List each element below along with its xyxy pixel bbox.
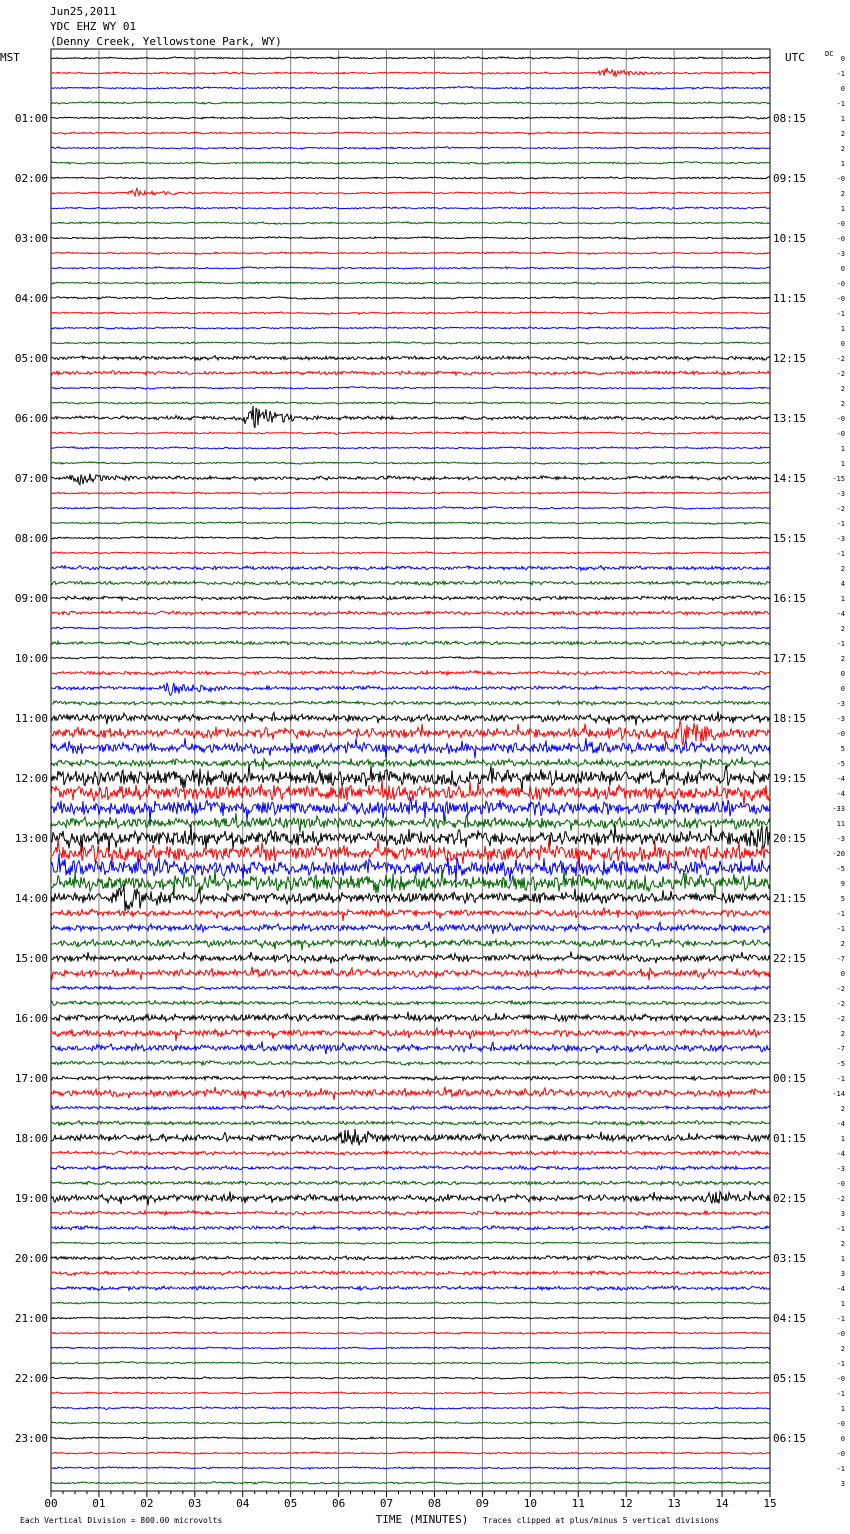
dc-offset-label: -1	[836, 1315, 845, 1323]
trace-row-95	[51, 1482, 770, 1485]
dc-offset-label: 3	[840, 1480, 845, 1488]
trace-row-22	[51, 387, 770, 390]
dc-offset-label: -5	[836, 760, 845, 768]
x-tick-label: 14	[715, 1497, 729, 1510]
dc-column-label: DC	[825, 50, 834, 58]
dc-offset-label: 5	[840, 895, 845, 903]
trace-row-13	[51, 252, 770, 255]
trace-row-50	[51, 797, 770, 822]
trace-row-77	[51, 1211, 770, 1216]
x-tick-label: 01	[92, 1497, 106, 1510]
trace-row-69	[51, 1087, 770, 1100]
dc-offset-label: -3	[836, 700, 845, 708]
trace-row-10	[51, 207, 770, 210]
trace-row-17	[51, 312, 770, 315]
dc-offset-label: 1	[840, 460, 845, 468]
trace-row-44	[51, 711, 770, 725]
trace-row-25	[51, 432, 770, 435]
trace-row-38	[51, 627, 770, 629]
mst-hour-label: 06:00	[14, 412, 48, 425]
x-tick-label: 07	[379, 1497, 394, 1510]
dc-offset-label: -3	[836, 715, 845, 723]
trace-row-85	[51, 1332, 770, 1334]
dc-offset-label: -14	[832, 1090, 845, 1098]
utc-hour-label: 21:15	[773, 892, 807, 905]
utc-hour-label: 01:15	[773, 1132, 807, 1145]
dc-offset-label: -0	[836, 295, 845, 303]
dc-offset-label: -4	[836, 775, 845, 783]
mst-hour-label: 09:00	[14, 592, 48, 605]
dc-offset-label: -5	[836, 1060, 845, 1068]
trace-row-61	[51, 967, 770, 981]
utc-hour-label: 08:15	[773, 112, 807, 125]
dc-offset-label: -3	[836, 250, 845, 258]
dc-offset-label: -1	[836, 70, 845, 78]
dc-offset-label: 1	[840, 160, 845, 168]
dc-offset-label: 2	[840, 1240, 845, 1248]
trace-row-11	[51, 222, 770, 225]
dc-offset-label: -7	[836, 955, 845, 963]
mst-axis-label: MST	[0, 51, 20, 64]
trace-row-80	[51, 1256, 770, 1261]
dc-offset-label: 0	[840, 670, 845, 678]
utc-hour-label: 04:15	[773, 1312, 807, 1325]
dc-offset-label: 0	[840, 265, 845, 273]
mst-hour-label: 17:00	[14, 1072, 48, 1085]
utc-hour-label: 02:15	[773, 1192, 807, 1205]
mst-hour-label: 01:00	[14, 112, 48, 125]
trace-row-84	[51, 1317, 770, 1320]
trace-row-18	[51, 327, 770, 330]
mst-hour-label: 22:00	[14, 1372, 48, 1385]
trace-row-55	[51, 869, 770, 897]
trace-row-52	[51, 824, 770, 852]
utc-hour-label: 15:15	[773, 532, 807, 545]
trace-row-32	[51, 537, 770, 540]
trace-row-41	[51, 671, 770, 676]
mst-hour-label: 19:00	[14, 1192, 48, 1205]
trace-row-0	[51, 57, 770, 59]
trace-row-5	[51, 132, 770, 135]
trace-row-78	[51, 1226, 770, 1231]
mst-hour-label: 03:00	[14, 232, 48, 245]
trace-row-65	[51, 1028, 770, 1041]
utc-hour-label: 16:15	[773, 592, 807, 605]
utc-axis-label: UTC	[785, 51, 805, 64]
dc-offset-label: -7	[836, 1045, 845, 1053]
trace-row-2	[51, 87, 770, 90]
dc-offset-label: 2	[840, 940, 845, 948]
utc-hour-label: 19:15	[773, 772, 807, 785]
dc-offset-label: -0	[836, 220, 845, 228]
dc-offset-label: 2	[840, 1105, 845, 1113]
dc-offset-label: -3	[836, 490, 845, 498]
x-axis-title: TIME (MINUTES)	[375, 1513, 469, 1526]
trace-row-79	[51, 1242, 770, 1245]
trace-row-29	[51, 492, 770, 495]
dc-offset-label: -0	[836, 1375, 845, 1383]
x-tick-label: 12	[619, 1497, 633, 1510]
mst-hour-label: 15:00	[14, 952, 48, 965]
utc-hour-label: 12:15	[773, 352, 807, 365]
trace-row-46	[51, 738, 770, 758]
trace-row-58	[51, 921, 770, 934]
trace-row-30	[51, 507, 770, 510]
trace-row-9	[51, 188, 770, 196]
x-tick-label: 05	[284, 1497, 298, 1510]
mst-hour-label: 07:00	[14, 472, 48, 485]
trace-row-87	[51, 1362, 770, 1365]
trace-row-12	[51, 237, 770, 240]
trace-row-94	[51, 1467, 770, 1470]
x-tick-label: 02	[140, 1497, 154, 1510]
trace-row-14	[51, 267, 770, 270]
dc-offset-label: -1	[836, 925, 845, 933]
trace-row-28	[51, 474, 770, 485]
dc-offset-label: -2	[836, 1195, 845, 1203]
dc-offset-label: -0	[836, 415, 845, 423]
dc-offset-label: -0	[836, 1420, 845, 1428]
trace-row-62	[51, 986, 770, 990]
dc-offset-label: 1	[840, 595, 845, 603]
utc-hour-label: 13:15	[773, 412, 807, 425]
x-tick-label: 09	[475, 1497, 490, 1510]
trace-row-63	[51, 1001, 770, 1006]
trace-row-16	[51, 297, 770, 300]
trace-row-19	[51, 342, 770, 344]
dc-offset-label: 1	[840, 1300, 845, 1308]
mst-hour-label: 12:00	[14, 772, 48, 785]
trace-row-91	[51, 1422, 770, 1424]
utc-hour-label: 09:15	[773, 172, 807, 185]
trace-row-70	[51, 1106, 770, 1110]
trace-row-57	[51, 908, 770, 921]
dc-offset-label: 0	[840, 55, 845, 63]
dc-offset-label: -2	[836, 1015, 845, 1023]
dc-offset-label: -2	[836, 370, 845, 378]
utc-hour-label: 06:15	[773, 1432, 807, 1445]
mst-hour-label: 14:00	[14, 892, 48, 905]
dc-offset-label: -1	[836, 640, 845, 648]
dc-offset-label: 1	[840, 325, 845, 333]
trace-row-42	[51, 683, 770, 696]
utc-hour-label: 22:15	[773, 952, 807, 965]
dc-offset-label: 4	[840, 580, 845, 588]
trace-row-21	[51, 371, 770, 375]
dc-offset-label: -4	[836, 610, 845, 618]
mst-hour-label: 08:00	[14, 532, 48, 545]
dc-offset-label: 1	[840, 445, 845, 453]
dc-offset-label: -1	[836, 1390, 845, 1398]
trace-row-36	[51, 596, 770, 601]
dc-offset-label: -0	[836, 280, 845, 288]
x-tick-label: 11	[571, 1497, 585, 1510]
trace-row-83	[51, 1302, 770, 1304]
trace-row-1	[51, 68, 770, 77]
trace-row-43	[51, 701, 770, 706]
mst-hour-label: 13:00	[14, 832, 48, 845]
dc-offset-label: -1	[836, 1225, 845, 1233]
vertical-division-note: Each Vertical Division = 800.00 microvolts	[20, 1516, 223, 1525]
trace-row-86	[51, 1347, 770, 1349]
dc-offset-label: -4	[836, 1120, 845, 1128]
clipping-note: Traces clipped at plus/minus 5 vertical divisions	[483, 1516, 720, 1525]
trace-row-35	[51, 581, 770, 586]
dc-offset-label: -1	[836, 310, 845, 318]
x-tick-label: 08	[427, 1497, 442, 1510]
mst-hour-label: 04:00	[14, 292, 48, 305]
plot-frame	[51, 49, 770, 1491]
trace-row-47	[51, 757, 770, 771]
x-tick-label: 03	[188, 1497, 202, 1510]
trace-row-8	[51, 177, 770, 180]
dc-offset-label: -0	[836, 175, 845, 183]
dc-offset-label: -0	[836, 1450, 845, 1458]
dc-offset-label: -1	[836, 550, 845, 558]
trace-row-67	[51, 1061, 770, 1066]
dc-offset-label: 0	[840, 340, 845, 348]
mst-hour-label: 21:00	[14, 1312, 48, 1325]
dc-offset-label: 2	[840, 1030, 845, 1038]
trace-row-4	[51, 117, 770, 119]
trace-row-33	[51, 552, 770, 554]
dc-offset-label: 0	[840, 85, 845, 93]
trace-row-39	[51, 641, 770, 646]
trace-row-40	[51, 657, 770, 660]
dc-offset-label: 3	[840, 1210, 845, 1218]
trace-row-60	[51, 952, 770, 964]
trace-row-81	[51, 1271, 770, 1275]
utc-hour-label: 11:15	[773, 292, 807, 305]
dc-offset-label: 2	[840, 385, 845, 393]
trace-row-23	[51, 402, 770, 404]
trace-row-51	[51, 813, 770, 833]
mst-hour-label: 23:00	[14, 1432, 48, 1445]
trace-row-27	[51, 462, 770, 465]
x-tick-label: 13	[667, 1497, 681, 1510]
dc-offset-label: -3	[836, 835, 845, 843]
utc-hour-label: 10:15	[773, 232, 807, 245]
utc-hour-label: 17:15	[773, 652, 807, 665]
trace-row-89	[51, 1392, 770, 1394]
trace-row-72	[51, 1129, 770, 1146]
dc-offset-label: -0	[836, 1180, 845, 1188]
dc-offset-label: -1	[836, 100, 845, 108]
trace-row-20	[51, 356, 770, 361]
trace-row-88	[51, 1377, 770, 1379]
x-tick-label: 00	[44, 1497, 58, 1510]
trace-row-31	[51, 522, 770, 525]
trace-row-3	[51, 102, 770, 105]
mst-hour-label: 11:00	[14, 712, 48, 725]
x-tick-label: 10	[523, 1497, 537, 1510]
utc-hour-label: 20:15	[773, 832, 807, 845]
dc-offset-label: 2	[840, 625, 845, 633]
dc-offset-label: -15	[832, 475, 845, 483]
utc-hour-label: 05:15	[773, 1372, 807, 1385]
dc-offset-label: -1	[836, 1075, 845, 1083]
trace-row-73	[51, 1151, 770, 1156]
trace-row-26	[51, 447, 770, 449]
x-tick-label: 15	[763, 1497, 777, 1510]
dc-offset-label: 1	[840, 1405, 845, 1413]
mst-hour-label: 02:00	[14, 172, 48, 185]
trace-row-59	[51, 936, 770, 950]
trace-row-15	[51, 282, 770, 285]
trace-row-56	[51, 884, 770, 911]
dc-offset-label: -4	[836, 1285, 845, 1293]
trace-row-48	[51, 764, 770, 792]
dc-offset-label: 9	[840, 880, 845, 888]
x-tick-label: 04	[236, 1497, 250, 1510]
dc-offset-label: 2	[840, 655, 845, 663]
dc-offset-label: -33	[832, 805, 845, 813]
dc-offset-label: 1	[840, 205, 845, 213]
trace-row-7	[51, 162, 770, 165]
dc-offset-label: -1	[836, 1360, 845, 1368]
dc-offset-label: 11	[836, 820, 845, 828]
dc-offset-label: -4	[836, 790, 845, 798]
dc-offset-label: 1	[840, 115, 845, 123]
dc-offset-label: -0	[836, 235, 845, 243]
dc-offset-label: -5	[836, 865, 845, 873]
dc-offset-label: 2	[840, 400, 845, 408]
utc-hour-label: 00:15	[773, 1072, 807, 1085]
dc-offset-label: -2	[836, 1000, 845, 1008]
trace-row-54	[51, 854, 770, 882]
location-label: (Denny Creek, Yellowstone Park, WY)	[50, 35, 282, 48]
dc-offset-label: -0	[836, 430, 845, 438]
utc-hour-label: 14:15	[773, 472, 807, 485]
trace-row-66	[51, 1041, 770, 1054]
dc-offset-label: 2	[840, 190, 845, 198]
trace-row-34	[51, 566, 770, 571]
date-label: Jun25,2011	[50, 5, 117, 18]
mst-hour-label: 10:00	[14, 652, 48, 665]
dc-offset-label: 0	[840, 685, 845, 693]
mst-hour-label: 05:00	[14, 352, 48, 365]
trace-row-6	[51, 147, 770, 149]
trace-row-64	[51, 1012, 770, 1024]
dc-offset-label: -4	[836, 1150, 845, 1158]
utc-hour-label: 23:15	[773, 1012, 807, 1025]
dc-offset-label: -1	[836, 1465, 845, 1473]
dc-offset-label: -20	[832, 850, 845, 858]
mst-hour-label: 18:00	[14, 1132, 48, 1145]
dc-offset-label: -2	[836, 355, 845, 363]
trace-row-90	[51, 1407, 770, 1410]
dc-offset-label: 2	[840, 565, 845, 573]
trace-row-76	[51, 1191, 770, 1205]
trace-row-71	[51, 1121, 770, 1126]
dc-offset-label: -0	[836, 730, 845, 738]
trace-row-24	[51, 406, 770, 428]
dc-offset-label: -0	[836, 1330, 845, 1338]
dc-offset-label: -2	[836, 985, 845, 993]
dc-offset-label: 2	[840, 1345, 845, 1353]
dc-offset-label: -2	[836, 505, 845, 513]
dc-offset-label: 1	[840, 1135, 845, 1143]
dc-offset-label: -1	[836, 520, 845, 528]
trace-row-37	[51, 611, 770, 616]
dc-offset-label: 0	[840, 1435, 845, 1443]
dc-offset-label: 0	[840, 970, 845, 978]
trace-row-92	[51, 1437, 770, 1440]
dc-offset-label: 5	[840, 745, 845, 753]
dc-offset-label: 2	[840, 145, 845, 153]
dc-offset-label: 1	[840, 1255, 845, 1263]
mst-hour-label: 20:00	[14, 1252, 48, 1265]
dc-offset-label: -3	[836, 535, 845, 543]
station-label: YDC EHZ WY 01	[50, 20, 137, 33]
x-tick-label: 06	[331, 1497, 346, 1510]
dc-offset-label: 3	[840, 1270, 845, 1278]
utc-hour-label: 03:15	[773, 1252, 807, 1265]
dc-offset-label: -3	[836, 1165, 845, 1173]
trace-row-82	[51, 1286, 770, 1291]
mst-hour-label: 16:00	[14, 1012, 48, 1025]
trace-row-75	[51, 1181, 770, 1186]
trace-row-68	[51, 1076, 770, 1081]
trace-row-93	[51, 1452, 770, 1454]
dc-offset-label: 2	[840, 130, 845, 138]
trace-row-45	[51, 721, 770, 745]
trace-row-74	[51, 1166, 770, 1171]
dc-offset-label: -1	[836, 910, 845, 918]
utc-hour-label: 18:15	[773, 712, 807, 725]
